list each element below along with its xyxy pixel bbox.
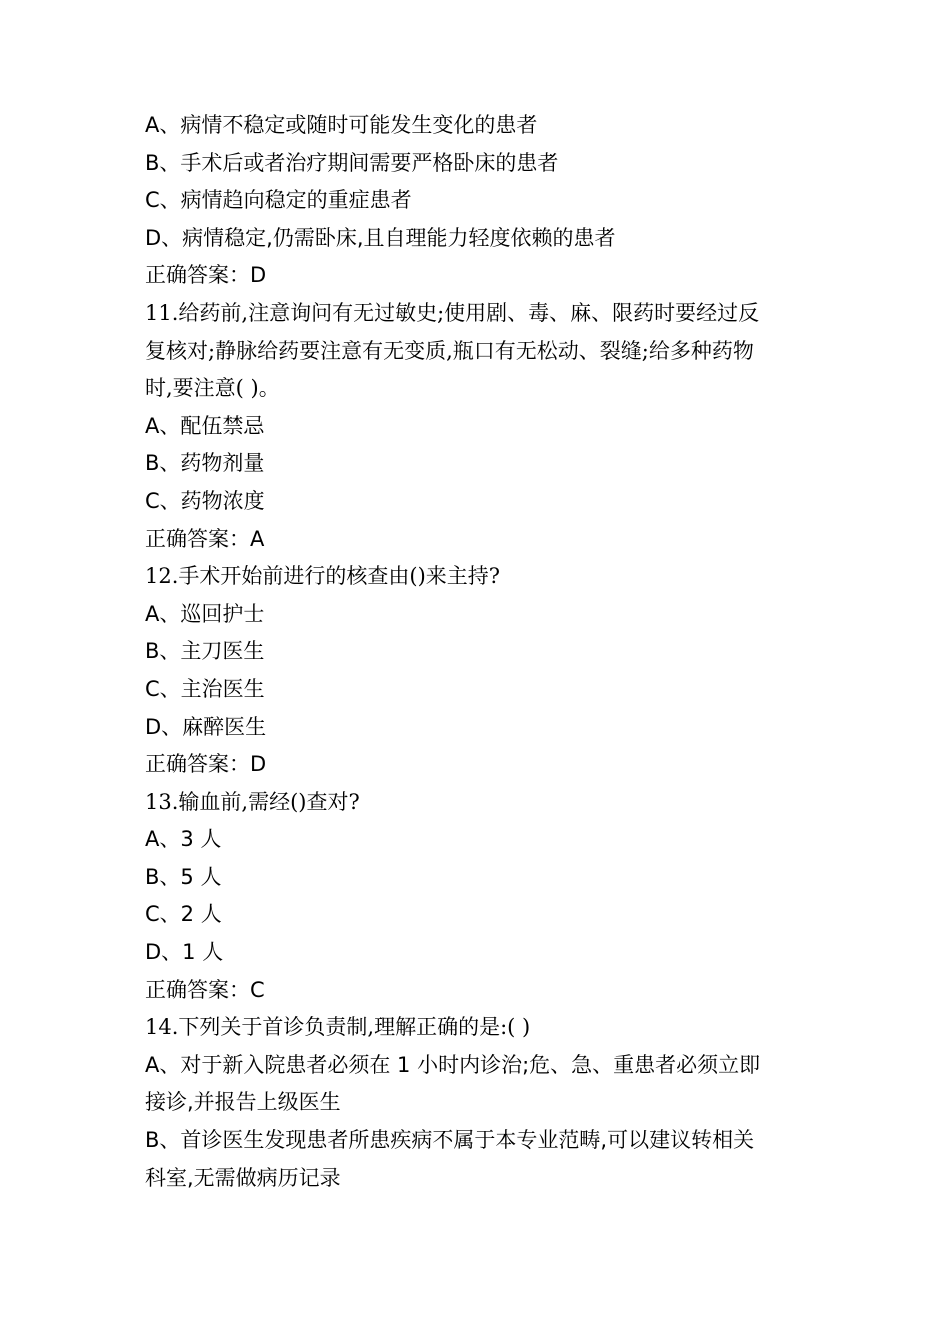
answer-line: 正确答案：C bbox=[145, 977, 265, 1002]
option-line: A、对于新入院患者必须在 1 小时内诊治;危、急、重患者必须立即 bbox=[145, 1052, 761, 1077]
option-line: B、首诊医生发现患者所患疾病不属于本专业范畴,可以建议转相关 bbox=[145, 1128, 755, 1153]
option-line: C、主治医生 bbox=[145, 676, 265, 701]
answer-line: 正确答案：D bbox=[145, 263, 267, 288]
answer-line: 正确答案：A bbox=[145, 526, 265, 551]
option-line: 科室,无需做病历记录 bbox=[145, 1165, 341, 1190]
option-line: A、3 人 bbox=[145, 827, 222, 852]
option-line: A、巡回护士 bbox=[145, 601, 265, 626]
question-line: 11.给药前,注意询问有无过敏史;使用剧、毒、麻、限药时要经过反 bbox=[145, 300, 760, 325]
option-line: C、病情趋向稳定的重症患者 bbox=[145, 188, 412, 213]
option-line: B、主刀医生 bbox=[145, 639, 265, 664]
option-line: C、药物浓度 bbox=[145, 488, 265, 513]
answer-line: 正确答案：D bbox=[145, 752, 267, 777]
option-line: A、配伍禁忌 bbox=[145, 413, 265, 438]
option-line: 接诊,并报告上级医生 bbox=[145, 1090, 341, 1115]
option-line: D、病情稳定,仍需卧床,且自理能力轻度依赖的患者 bbox=[145, 225, 616, 250]
question-line: 复核对;静脉给药要注意有无变质,瓶口有无松动、裂缝;给多种药物 bbox=[145, 338, 754, 363]
question-line: 13.输血前,需经()查对? bbox=[145, 789, 360, 814]
option-line: C、2 人 bbox=[145, 902, 222, 927]
option-line: B、5 人 bbox=[145, 864, 222, 889]
option-line: A、病情不稳定或随时可能发生变化的患者 bbox=[145, 113, 538, 137]
option-line: B、手术后或者治疗期间需要严格卧床的患者 bbox=[145, 150, 559, 175]
option-line: B、药物剂量 bbox=[145, 451, 265, 476]
question-line: 14.下列关于首诊负责制,理解正确的是:( ) bbox=[145, 1015, 531, 1040]
question-line: 时,要注意( )。 bbox=[145, 376, 280, 401]
option-line: D、麻醉医生 bbox=[145, 714, 267, 739]
question-line: 12.手术开始前进行的核查由()来主持? bbox=[145, 564, 501, 589]
option-line: D、1 人 bbox=[145, 940, 224, 965]
document-body bbox=[145, 107, 810, 1197]
